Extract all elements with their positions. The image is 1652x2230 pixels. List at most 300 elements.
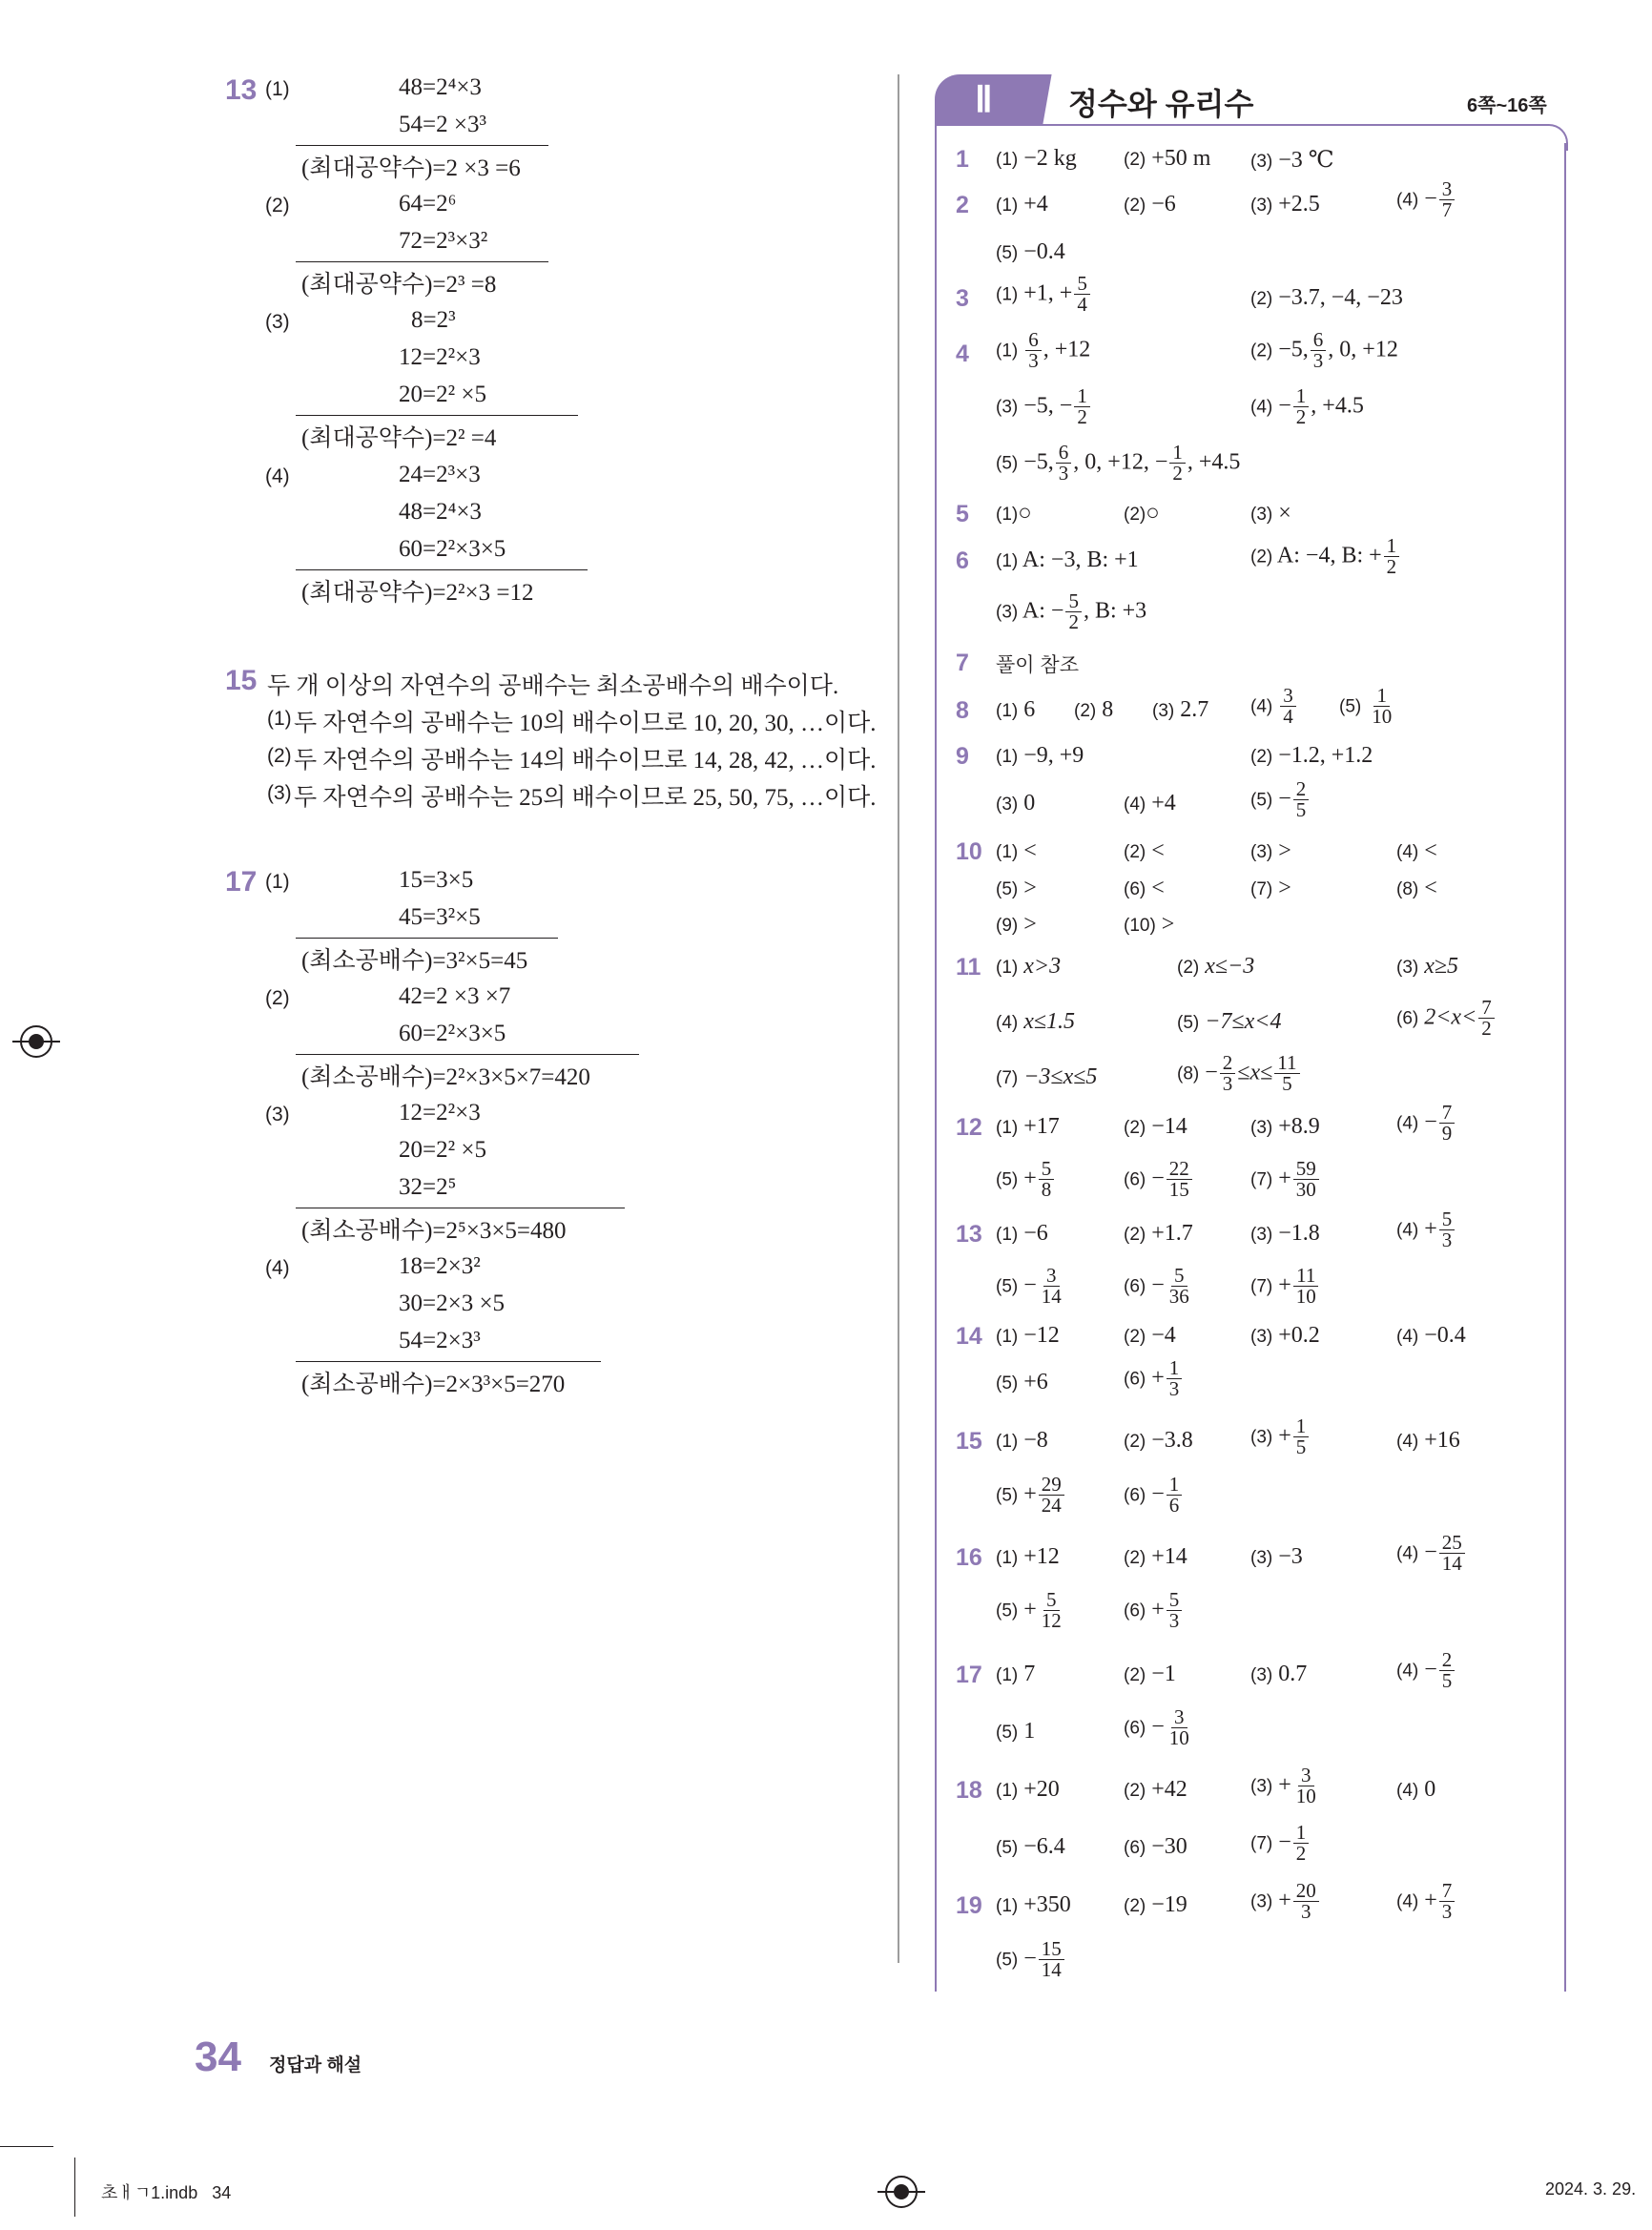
denominator: 6 — [1168, 1494, 1180, 1518]
answer-value: , 0, +12 — [1328, 337, 1398, 362]
answer-sign: + — [1278, 1772, 1291, 1798]
answer-11-8 — [1177, 1053, 1302, 1095]
answer-value: −6.4 — [1023, 1834, 1065, 1859]
answer-11-2 — [1177, 954, 1254, 980]
answer-sign: − — [1278, 393, 1291, 419]
answer-label: (5) — [996, 1600, 1019, 1621]
answer-sign: − — [1151, 1714, 1165, 1740]
answer-value: +1, + — [1023, 280, 1073, 306]
answer-label: (4) — [1250, 397, 1273, 418]
denominator: 5 — [1441, 1669, 1453, 1693]
answer-sign: + — [1278, 1272, 1291, 1298]
answer-label: (1) — [996, 1118, 1019, 1138]
answer-sign: − — [1205, 1060, 1218, 1085]
question-number-9: 9 — [956, 743, 969, 770]
factorization-line: 15=3×5 — [399, 867, 474, 893]
question-number-5: 5 — [956, 501, 969, 527]
answer-sign: − — [1151, 1272, 1165, 1298]
answer-value: > — [1278, 838, 1291, 863]
part-label: (3) — [265, 1104, 290, 1125]
numerator: 6 — [1025, 330, 1042, 351]
numerator: 2 — [1439, 1650, 1456, 1671]
part-label: (4) — [265, 465, 290, 487]
answer-17-2 — [1124, 1662, 1176, 1687]
denominator: 3 — [1312, 349, 1324, 373]
answer-value: ○ — [1018, 501, 1032, 526]
fraction — [1293, 779, 1310, 821]
numerator: 22 — [1167, 1159, 1192, 1180]
answer-5-2 — [1124, 501, 1160, 527]
chapter-number-tab — [935, 74, 1054, 124]
fraction — [1293, 1159, 1319, 1201]
answer-3-2 — [1250, 285, 1403, 311]
numerator: 1 — [1384, 536, 1400, 557]
answer-17-3 — [1250, 1662, 1307, 1687]
answer-value: −8 — [1023, 1428, 1048, 1453]
fraction — [1167, 1475, 1183, 1517]
answer-value: A: − — [1022, 598, 1064, 624]
divider-line — [296, 1054, 639, 1055]
answer-10-3 — [1250, 838, 1291, 864]
answer-value: ≤x≤ — [1237, 1060, 1273, 1085]
answer-sign: − — [1023, 1272, 1037, 1298]
page-label: 정답과 해설 — [269, 2055, 362, 2075]
denominator: 4 — [1077, 293, 1087, 317]
answer-box-right-border — [1564, 143, 1566, 1992]
answer-sign: − — [1424, 1657, 1437, 1683]
answer-sign: − — [1424, 1539, 1437, 1565]
denominator: 2 — [1295, 405, 1307, 429]
answer-label: (1) — [996, 284, 1019, 305]
fraction — [1439, 1103, 1456, 1145]
answer-13-1 — [996, 1221, 1048, 1247]
divider-line — [296, 569, 588, 570]
numerator: 2 — [1293, 779, 1310, 800]
answer-value: −7≤x<4 — [1205, 1009, 1282, 1034]
answer-9-4 — [1124, 791, 1176, 816]
answer-10-10 — [1124, 912, 1174, 938]
factorization-line: 54=2×3³ — [399, 1328, 481, 1353]
answer-value: 2<x< — [1424, 1004, 1477, 1030]
answer-18-1 — [996, 1777, 1060, 1803]
denominator: 10 — [1295, 1785, 1316, 1808]
answer-sign: + — [1424, 1888, 1437, 1913]
answer-label: (2) — [1250, 341, 1273, 361]
denominator: 7 — [1441, 198, 1453, 222]
answer-sign: + — [1278, 1423, 1291, 1449]
answer-label: (1) — [996, 1327, 1019, 1347]
answer-value: +14 — [1151, 1544, 1187, 1569]
answer-13-3 — [1250, 1221, 1320, 1247]
answer-label: (3) — [1250, 1548, 1273, 1568]
answer-value: , +12 — [1043, 337, 1091, 362]
answer-label: (1) — [996, 505, 1019, 525]
answer-label: (2) — [1250, 747, 1273, 767]
answer-value: > — [1278, 876, 1291, 900]
answer-17-4 — [1396, 1650, 1456, 1692]
answer-13-4 — [1396, 1209, 1456, 1251]
answer-value: > — [1161, 912, 1175, 937]
answer-label: (5) — [996, 243, 1019, 263]
part-label: (3) — [265, 311, 290, 333]
answer-value: −5, − — [1023, 393, 1073, 419]
question-number-4: 4 — [956, 341, 969, 367]
answer-value: 2.7 — [1180, 697, 1209, 722]
denominator: 2 — [1068, 610, 1079, 634]
chapter-title: 정수와 유리수 — [1068, 87, 1254, 121]
answer-value: −6 — [1151, 192, 1176, 217]
answer-12-3 — [1250, 1114, 1320, 1140]
registration-mark-left — [20, 1025, 52, 1058]
fraction — [1293, 1266, 1319, 1308]
answer-4-1 — [996, 330, 1090, 372]
denominator: 12 — [1041, 1609, 1062, 1633]
question-number-2: 2 — [956, 192, 969, 218]
answer-label: (3) — [1250, 152, 1273, 172]
answer-label: (6) — [1124, 1718, 1146, 1739]
answer-label: (5) — [996, 1485, 1019, 1506]
chapter-header — [935, 74, 1574, 124]
answer-9-5 — [1250, 779, 1311, 821]
denominator: 3 — [1028, 349, 1039, 373]
numerator: 11 — [1274, 1053, 1299, 1074]
numerator: 1 — [1169, 443, 1186, 464]
numerator: 5 — [1043, 1590, 1060, 1611]
answer-sign: + — [1151, 1365, 1165, 1391]
answer-value: 6 — [1023, 697, 1036, 722]
answer-value: < — [1424, 876, 1437, 900]
fraction — [1056, 443, 1072, 485]
answer-sign: + — [1023, 1597, 1037, 1622]
answer-4-4 — [1250, 386, 1364, 428]
factorization-line: 45=3²×5 — [399, 904, 481, 930]
answer-label: (3) — [1250, 1225, 1273, 1245]
numerator: 1 — [1293, 1823, 1310, 1844]
factorization-line: 24=2³×3 — [399, 462, 481, 487]
answer-value: 7 — [1023, 1662, 1036, 1686]
answer-sign: − — [1278, 786, 1291, 812]
answer-12-7 — [1250, 1159, 1321, 1201]
answer-18-3 — [1250, 1765, 1321, 1807]
answer-18-6 — [1124, 1834, 1187, 1860]
answer-value: −12 — [1023, 1323, 1060, 1348]
factorization-line: 12=2²×3 — [399, 1100, 481, 1125]
numerator: 6 — [1311, 330, 1327, 351]
answer-17-5 — [996, 1719, 1035, 1745]
answer-label: (8) — [1177, 1063, 1200, 1084]
answer-label: (1) — [996, 1225, 1019, 1245]
answer-3-1 — [996, 274, 1092, 316]
answer-value: −3 ℃ — [1278, 148, 1334, 173]
answer-11-4 — [996, 1009, 1075, 1035]
answer-5-1 — [996, 501, 1032, 527]
answer-value: 0 — [1023, 791, 1036, 816]
answer-label: (6) — [1124, 1276, 1146, 1297]
fraction — [1280, 686, 1296, 728]
answer-label: (1) — [996, 958, 1019, 978]
fraction — [1478, 998, 1495, 1040]
lcm-result: (최소공배수)=2×3³×5=270 — [301, 1372, 566, 1397]
question-number-17: 17 — [956, 1662, 982, 1688]
answer-value: −6 — [1023, 1221, 1048, 1246]
question-number-12: 12 — [956, 1114, 982, 1141]
answer-value: 8 — [1102, 697, 1114, 722]
answer-11-3 — [1396, 954, 1458, 980]
registration-mark-bottom — [885, 2176, 918, 2208]
answer-value: 1 — [1023, 1719, 1036, 1744]
answer-value: A: −3, B: +1 — [1022, 547, 1139, 572]
numerator: 7 — [1439, 1881, 1456, 1902]
answer-9-3 — [996, 791, 1035, 816]
answer-13-6 — [1124, 1266, 1194, 1308]
fraction — [1439, 179, 1456, 221]
answer-label: (1) — [996, 196, 1019, 216]
item-label: (2) — [267, 745, 292, 767]
part-label: (2) — [265, 195, 290, 217]
question-number-19: 19 — [956, 1892, 982, 1919]
answer-label: (3) — [1250, 1891, 1273, 1912]
answer-label: (5) — [996, 1950, 1019, 1971]
answer-label: (2) — [1124, 1118, 1146, 1138]
answer-label: (1) — [996, 701, 1019, 721]
answer-label: (2) — [1124, 1432, 1146, 1452]
answer-label: (1) — [996, 1432, 1019, 1452]
answer-box-top-border — [935, 124, 1545, 126]
answer-value: −0.4 — [1023, 239, 1065, 264]
answer-6-1 — [996, 547, 1139, 573]
fraction — [1039, 1590, 1064, 1632]
answer-19-2 — [1124, 1892, 1187, 1918]
denominator: 3 — [1168, 1609, 1180, 1633]
answer-value: , 0, +12, − — [1073, 449, 1168, 475]
answer-10-9 — [996, 912, 1037, 938]
print-date: 2024. 3. 29. — [1545, 2179, 1637, 2199]
numerator: 1 — [1167, 1475, 1183, 1496]
factorization-line: 30=2×3 ×5 — [399, 1291, 506, 1316]
answer-sign: + — [1151, 1597, 1165, 1622]
answer-value: −0.4 — [1424, 1323, 1466, 1348]
answer-18-7 — [1250, 1823, 1311, 1865]
answer-sign: + — [1278, 1888, 1291, 1913]
answer-8-4 — [1250, 686, 1298, 728]
answer-value: −1.2, +1.2 — [1278, 743, 1373, 768]
factorization-line: 48=2⁴×3 — [399, 74, 482, 100]
answer-label: (1) — [996, 1896, 1019, 1916]
answer-value: < — [1151, 838, 1165, 863]
answer-9-2 — [1250, 743, 1373, 769]
answer-12-4 — [1396, 1103, 1456, 1145]
answer-label: (2) — [1124, 505, 1146, 525]
answer-value: , +4.5 — [1311, 393, 1364, 419]
denominator: 36 — [1168, 1285, 1189, 1309]
answer-label: (6) — [1124, 1838, 1146, 1858]
denominator: 3 — [1441, 1229, 1453, 1252]
fraction — [1439, 1650, 1456, 1692]
answer-12-2 — [1124, 1114, 1187, 1140]
fraction — [1293, 1823, 1310, 1865]
answer-label: (7) — [996, 1068, 1019, 1088]
numerator: 3 — [1171, 1707, 1187, 1728]
answer-value: −4 — [1151, 1323, 1176, 1348]
factorization-line: 32=2⁵ — [399, 1174, 457, 1200]
answer-2-4 — [1396, 179, 1456, 221]
paragraph: 두 개 이상의 자연수의 공배수는 최소공배수의 배수이다. — [267, 673, 839, 699]
divider-line — [296, 938, 558, 939]
question-number-7: 7 — [956, 650, 969, 676]
paragraph: 두 자연수의 공배수는 25의 배수이므로 25, 50, 75, …이다. — [294, 785, 877, 811]
answer-6-3 — [996, 591, 1146, 633]
answer-value: 0 — [1424, 1777, 1436, 1802]
answer-14-4 — [1396, 1323, 1466, 1349]
fraction — [1439, 1209, 1456, 1251]
chapter-roman-numeral: Ⅱ — [975, 80, 993, 120]
answer-label: (4) — [1396, 190, 1419, 211]
question-number-15-left: 15 — [225, 665, 258, 696]
answer-label: (2) — [1124, 1665, 1146, 1685]
factorization-line: 42=2 ×3 ×7 — [399, 983, 511, 1009]
factorization-line: 48=2⁴×3 — [399, 499, 482, 525]
answer-label: (2) — [1124, 1548, 1146, 1568]
answer-value: −3 — [1278, 1544, 1303, 1569]
answer-label: (7) — [1250, 879, 1273, 899]
answer-label: (5) — [996, 453, 1019, 474]
denominator: 3 — [1222, 1072, 1233, 1096]
answer-11-1 — [996, 954, 1061, 980]
numerator: 29 — [1039, 1475, 1064, 1496]
answer-15-5 — [996, 1475, 1066, 1517]
answer-label: (1) — [996, 1781, 1019, 1801]
answer-14-5 — [996, 1370, 1048, 1395]
answer-9-1 — [996, 743, 1084, 769]
answer-label: (6) — [1124, 879, 1146, 899]
answer-value: +12 — [1023, 1544, 1060, 1569]
factorization-line: 60=2²×3×5 — [399, 1021, 506, 1046]
answer-18-2 — [1124, 1777, 1187, 1803]
denominator: 10 — [1168, 1726, 1189, 1750]
fraction — [1169, 443, 1186, 485]
part-label: (2) — [265, 987, 290, 1009]
factorization-line: 20=2² ×5 — [399, 1137, 486, 1163]
fraction — [1293, 386, 1310, 428]
answer-label: (4) — [1396, 1113, 1419, 1134]
answer-11-6 — [1396, 998, 1497, 1040]
answer-value: +20 — [1023, 1777, 1060, 1802]
denominator: 2 — [1481, 1017, 1492, 1041]
answer-label: (4) — [1124, 795, 1146, 815]
answer-label: (1) — [996, 1548, 1019, 1568]
answer-label: (4) — [1396, 1432, 1419, 1452]
answer-label: (1) — [996, 150, 1019, 170]
answer-sign: − — [1424, 1109, 1437, 1135]
answer-value: +1.7 — [1151, 1221, 1193, 1246]
fraction — [1074, 386, 1090, 428]
answer-label: (9) — [996, 916, 1019, 936]
answer-15-6 — [1124, 1475, 1184, 1517]
answer-sign: − — [1023, 1946, 1037, 1972]
answer-sign: − — [1151, 1481, 1165, 1507]
answer-2-2 — [1124, 192, 1176, 217]
answer-value: x≥5 — [1424, 954, 1459, 979]
denominator: 30 — [1295, 1178, 1316, 1202]
answer-label: (3) — [1396, 958, 1419, 978]
denominator: 5 — [1295, 1435, 1307, 1459]
answer-label: (3) — [1250, 842, 1273, 862]
answer-value: +16 — [1424, 1428, 1460, 1453]
denominator: 3 — [1441, 1900, 1453, 1924]
part-label: (1) — [265, 871, 290, 893]
answer-label: (3) — [1152, 701, 1175, 721]
answer-value: +42 — [1151, 1777, 1187, 1802]
factorization-line: 64=2⁶ — [399, 191, 457, 217]
gcd-result: (최대공약수)=2²×3 =12 — [301, 580, 534, 606]
answer-value: ○ — [1146, 501, 1160, 526]
divider-line — [296, 145, 548, 146]
answer-label: (5) — [996, 1723, 1019, 1743]
denominator: 8 — [1041, 1178, 1052, 1202]
answer-value: −30 — [1151, 1834, 1187, 1859]
numerator: 20 — [1293, 1881, 1319, 1902]
answer-label: (1) — [996, 1665, 1019, 1685]
numerator: 5 — [1171, 1266, 1187, 1287]
numerator: 5 — [1167, 1590, 1183, 1611]
answer-13-5 — [996, 1266, 1066, 1308]
part-label: (1) — [265, 78, 290, 100]
answer-label: (8) — [1396, 879, 1419, 899]
answer-value: +0.2 — [1278, 1323, 1320, 1348]
question-number-13: 13 — [956, 1221, 982, 1248]
answer-value: −3.8 — [1151, 1428, 1193, 1453]
fraction — [1311, 330, 1327, 372]
answer-box-left-border — [935, 124, 937, 1992]
question-number-8: 8 — [956, 697, 969, 724]
answer-15-2 — [1124, 1428, 1193, 1454]
answer-16-5 — [996, 1590, 1066, 1632]
numerator: 1 — [1373, 686, 1390, 707]
numerator: 7 — [1478, 998, 1495, 1019]
answer-label: (4) — [1250, 696, 1273, 717]
factorization-line: 54=2 ×3³ — [399, 112, 486, 137]
answer-value: < — [1424, 838, 1437, 863]
answer-value: −2 kg — [1023, 146, 1077, 171]
answer-value: A: −4, B: + — [1276, 543, 1382, 568]
denominator: 2 — [1386, 555, 1397, 579]
numerator: 5 — [1439, 1209, 1456, 1230]
denominator: 14 — [1041, 1958, 1062, 1982]
denominator: 24 — [1041, 1494, 1062, 1518]
answer-value: +4 — [1151, 791, 1176, 816]
answer-2-3 — [1250, 192, 1320, 217]
answer-10-2 — [1124, 838, 1165, 864]
factorization-line: 12=2²×3 — [399, 344, 481, 370]
answer-label: (4) — [1396, 1781, 1419, 1801]
paragraph: 두 자연수의 공배수는 10의 배수이므로 10, 20, 30, …이다. — [294, 711, 877, 736]
fraction — [1039, 1939, 1064, 1981]
answer-label: (2) — [1124, 150, 1146, 170]
answer-label: (2) — [1124, 196, 1146, 216]
denominator: 2 — [1295, 1842, 1307, 1866]
divider-line — [296, 415, 578, 416]
answer-12-1 — [996, 1114, 1060, 1140]
answer-label: (5) — [996, 1838, 1019, 1858]
answer-8-5 — [1339, 686, 1396, 728]
answer-value: −5, — [1278, 337, 1309, 362]
answer-value: x≤−3 — [1205, 954, 1255, 979]
answer-label: (6) — [1124, 1169, 1146, 1190]
answer-sign: − — [1424, 186, 1437, 212]
answer-label: (5) — [1250, 790, 1273, 811]
numerator: 3 — [1280, 686, 1296, 707]
answer-label: (4) — [1396, 1220, 1419, 1241]
